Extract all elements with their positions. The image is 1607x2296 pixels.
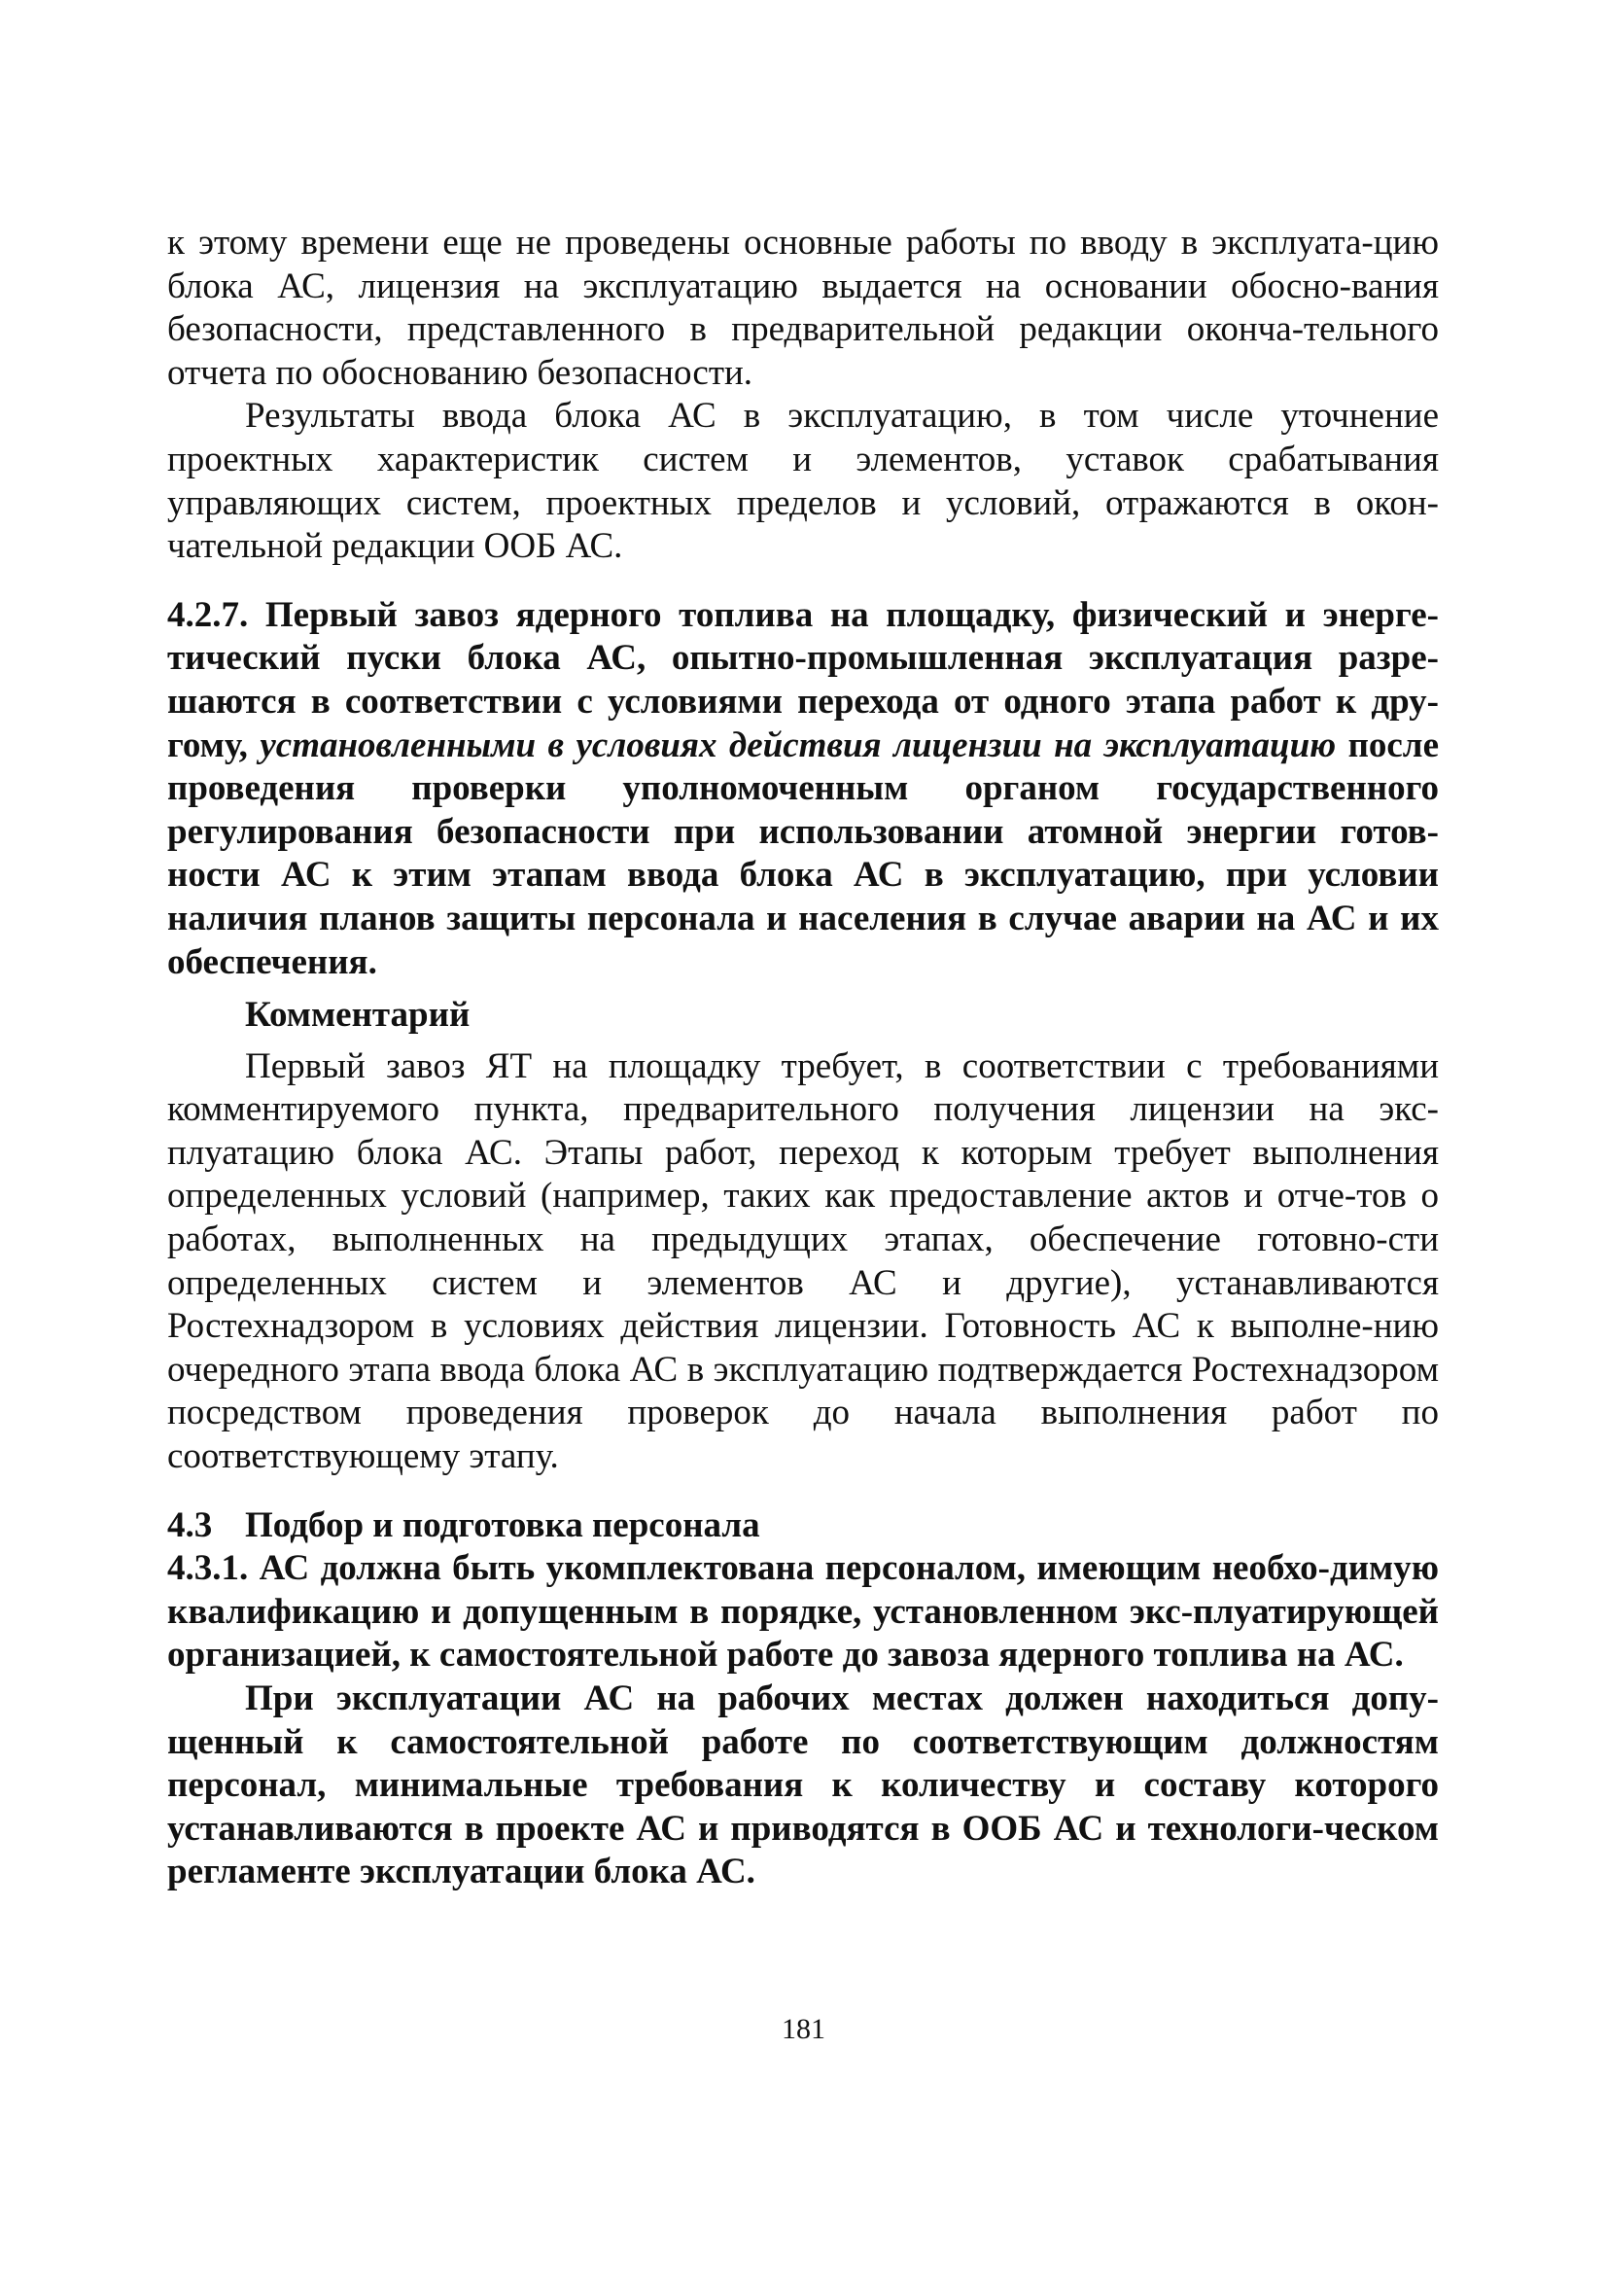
page-body: [167, 222, 1439, 1894]
section-title: Подбор и подготовка персонала: [245, 1504, 760, 1545]
section-number: 4.3: [167, 1504, 213, 1545]
paragraph-continuation: к этому времени еще не проведены основные работы по вводу в эксплуата-цию блока АС, лицензия на эксплуатацию выдается на основании обосно-вания безопасности, представленного в предварительной редакции оконча-тельного отчета по обоснованию безопасности.: [167, 223, 1439, 393]
page-number: 181: [782, 2013, 825, 2045]
comment-heading: Комментарий: [245, 995, 471, 1036]
clause-4-2-7-end: после проведения проверки уполномоченным органом государственного регулирования безопасности при использовании атомной энергии готов-ности АС к этим этапам ввода блока АС в эксплуатацию, при условии наличия планов защиты персонала и населения в случае аварии на АС и их обеспечения.: [167, 724, 1439, 982]
clause-4-2-7: [167, 594, 1439, 984]
clause-4-2-7-start: 4.2.7. Первый завоз ядерного топлива на площадку, физический и энерге-тический пуски блока АС, опытно-промышленная эксплуатация разре-шаются в соответствии с условиями перехода от одного этапа работ к дру-гому,: [167, 594, 1439, 765]
comment-paragraph: Первый завоз ЯТ на площадку требует, в соответствии с требованиями комментируемого пункта, предварительного получения лицензии на экс-плуатацию блока АС. Этапы работ, переход к которым требует выполнения определенных условий (например, таких как предоставление актов и отче-тов о работах, выполненных на предыдущих этапах, обеспечение готовно-сти определенных систем и элементов АС и другие), устанавливаются Ростехнадзором в условиях действия лицензии. Готовность АС к выполне-нию очередного этапа ввода блока АС в эксплуатацию подтверждается Ростехнадзором посредством проведения проверок до начала выполнения работ по соответствующему этапу.: [167, 1045, 1439, 1477]
paragraph-results: Результаты ввода блока АС в эксплуатацию, в том числе уточнение проектных характеристик систем и элементов, уставок срабатывания управляющих систем, проектных пределов и условий, отражаются в окон-чательной редакции ООБ АС.: [167, 396, 1439, 567]
clause-4-3-1-second: При эксплуатации АС на рабочих местах должен находиться допу-щенный к самостоятельной работе по соответствующим должностям персонал, минимальные требования к количеству и составу которого устанавливаются в проекте АС и приводятся в ООБ АС и технологи-ческом регламенте эксплуатации блока АС.: [167, 1678, 1439, 1892]
section-heading: [167, 1504, 1439, 1548]
clause-4-3-1: 4.3.1. АС должна быть укомплектована персоналом, имеющим необхо-димую квалификацию и допущенным в порядке, установленном экс-плуатирующей организацией, к самостоятельной работе до завоза ядерного топлива на АС.: [167, 1548, 1439, 1676]
clause-4-2-7-italic: установленными в условиях действия лицензии на эксплуатацию: [260, 724, 1337, 765]
